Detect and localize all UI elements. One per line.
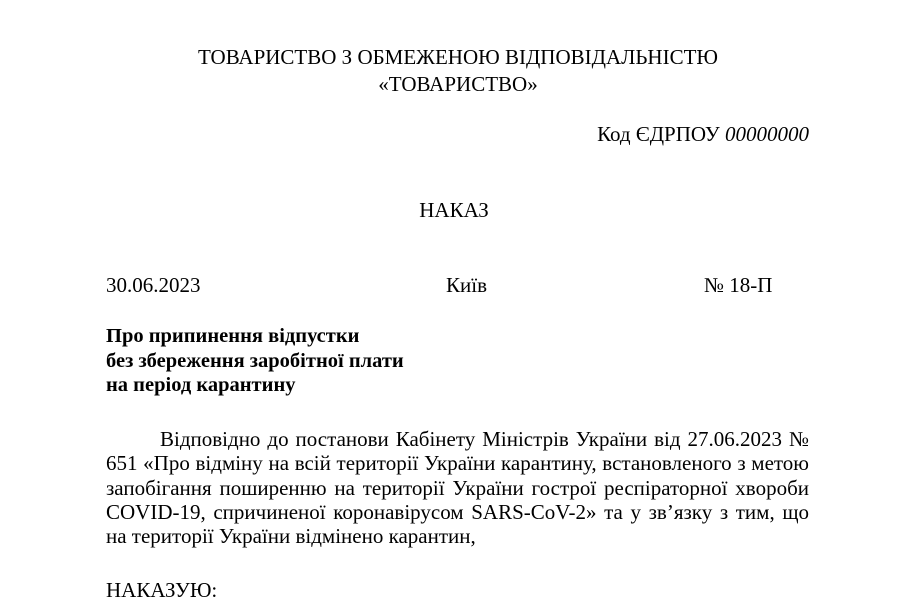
document-date: 30.06.2023 <box>106 273 201 297</box>
edrpou-code: 00000000 <box>725 122 809 146</box>
company-name-line-2: «ТОВАРИСТВО» <box>378 72 538 96</box>
subject-line: на період карантину <box>106 374 296 396</box>
edrpou-block <box>597 121 809 147</box>
subject-line: Про припинення відпустки <box>106 325 360 347</box>
document-number: № 18-П <box>704 273 773 297</box>
subject-line: без збереження заробітної плати <box>106 349 404 372</box>
document-city: Київ <box>446 273 487 297</box>
document-type-title: НАКАЗ <box>419 198 489 222</box>
body-paragraph: Відповідно до постанови Кабінету Міністрів України від 27.06.2023 № 651 «Про відміну на всій території України карантину, встановленого з метою запобігання поширенню на території України гострої респіраторної хвороби COVID-19, спричиненої коронавірусом SARS-CoV-2» та у зв’язку з тим, що на території України відмінено карантин, <box>106 427 809 549</box>
edrpou-label: Код ЄДРПОУ <box>597 122 720 146</box>
company-name-line-1: ТОВАРИСТВО З ОБМЕЖЕНОЮ ВІДПОВІДАЛЬНІСТЮ <box>198 45 718 69</box>
order-subject <box>106 324 404 398</box>
order-directive: НАКАЗУЮ: <box>106 578 218 602</box>
